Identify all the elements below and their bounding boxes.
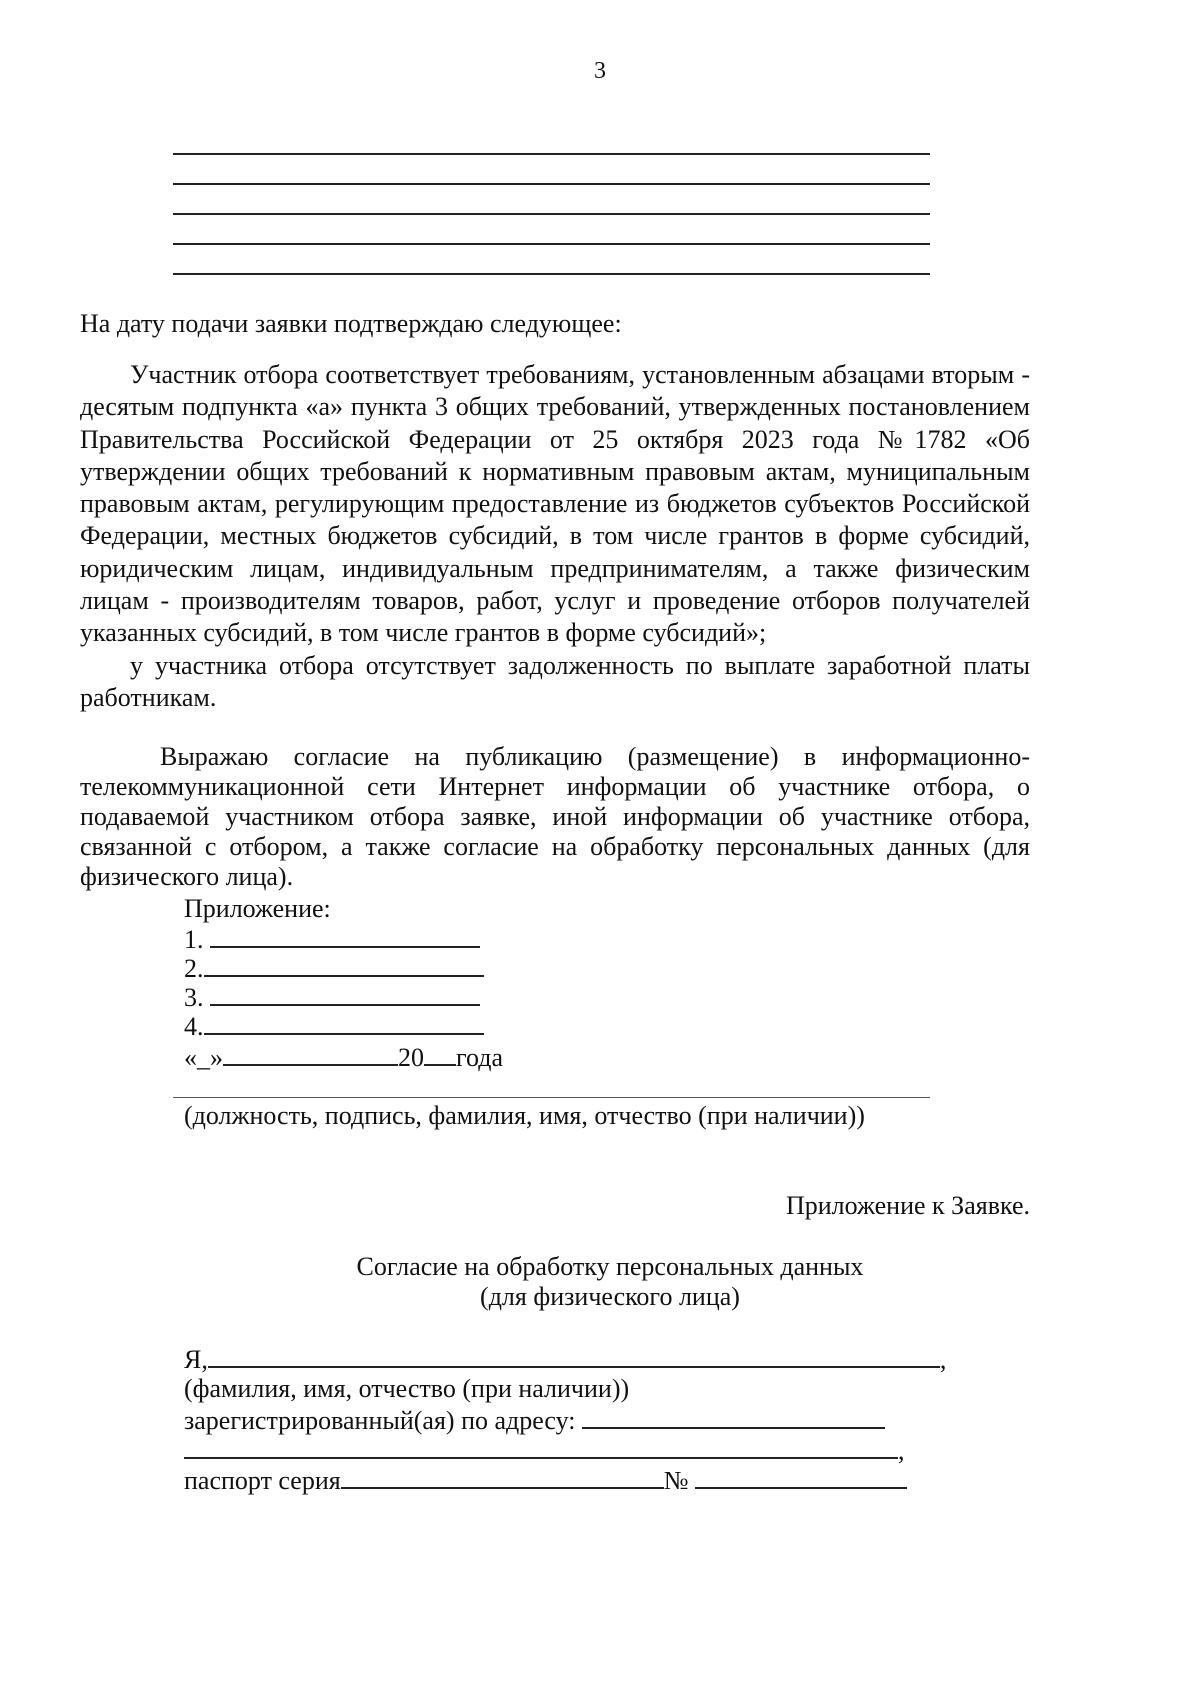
- paragraph-line: у участника отбора отсутствует задолженность по выплате заработной платы: [130, 651, 1030, 680]
- paragraph-line: Правительства Российской Федерации от 25 октября 2023 года №1782 «Об: [80, 424, 1030, 454]
- address-continuation-line: [184, 1433, 905, 1467]
- address-blank[interactable]: [582, 1403, 885, 1429]
- page-number: 3: [594, 58, 606, 84]
- signature-line: [173, 1097, 930, 1098]
- date-year-blank[interactable]: [424, 1040, 456, 1066]
- paragraph-line: Федерации, местных бюджетов субсидий, в том числе грантов в форме субсидий,: [80, 521, 1030, 551]
- paragraph-consent: [80, 742, 1030, 892]
- consent-title: Согласие на обработку персональных данных: [356, 1252, 864, 1281]
- date-day: «_»: [184, 1043, 223, 1072]
- paragraph-line: правовым актам, регулирующим предоставление из бюджетов субъектов Российской: [80, 489, 1030, 519]
- attachment-blank[interactable]: [204, 1009, 484, 1035]
- blank-line: [173, 243, 930, 245]
- attachment-item-number: 4.: [184, 1012, 204, 1041]
- intro-text: На дату подачи заявки подтверждаю следующее:: [80, 309, 622, 338]
- full-name-blank[interactable]: [208, 1342, 940, 1368]
- attachment-blank[interactable]: [210, 922, 480, 948]
- date-line: [184, 1040, 503, 1074]
- paragraph-line: юридическим лицам, индивидуальным предпринимателям, а также физическим: [80, 553, 1030, 583]
- consent-subtitle: (для физического лица): [480, 1282, 740, 1311]
- passport-number-blank[interactable]: [695, 1463, 907, 1489]
- paragraph-line: лицам - производителям товаров, работ, услуг и проведение отборов получателей: [80, 586, 1030, 616]
- attachment-item-number: 3.: [184, 983, 210, 1012]
- i-prefix: Я,: [184, 1345, 208, 1374]
- attachment-item-number: 1.: [184, 925, 210, 954]
- paragraph-line: десятым подпункта «а» пункта 3 общих требований, утвержденных постановлением: [80, 392, 1030, 422]
- paragraph-requirements: [80, 359, 1030, 650]
- paragraph-line: работникам.: [80, 683, 217, 713]
- appendix-label: Приложение к Заявке.: [785, 1191, 1030, 1220]
- paragraph-line: Выражаю согласие на публикацию (размещение) в информационно-: [160, 742, 1030, 771]
- registered-label: зарегистрированный(ая) по адресу:: [184, 1406, 583, 1435]
- date-month-blank[interactable]: [223, 1040, 398, 1066]
- paragraph-line: телекоммуникационной сети Интернет информации об участнике отбора, о: [80, 772, 1030, 801]
- passport-series-blank[interactable]: [341, 1463, 664, 1489]
- registered-address-line: [184, 1403, 885, 1437]
- blank-line: [173, 213, 930, 215]
- number-sign: №: [663, 1466, 696, 1495]
- paragraph-line: указанных субсидий, в том числе грантов в форме субсидий»;: [80, 618, 767, 648]
- paragraph-line: физического лица).: [80, 862, 294, 891]
- blank-line: [173, 153, 930, 155]
- blank-line: [173, 273, 930, 275]
- comma: ,: [898, 1436, 905, 1465]
- signature-caption: (должность, подпись, фамилия, имя, отчество (при наличии)): [184, 1101, 865, 1130]
- paragraph-line: подаваемой участником отбора заявке, иной информации об участнике отбора,: [80, 802, 1030, 831]
- attachment-blank[interactable]: [204, 951, 484, 977]
- address-blank-2[interactable]: [184, 1433, 898, 1459]
- name-caption: (фамилия, имя, отчество (при наличии)): [184, 1374, 630, 1403]
- passport-series-label: паспорт серия: [184, 1466, 341, 1495]
- paragraph-line: Участник отбора соответствует требованиям, установленным абзацами вторым -: [130, 360, 1030, 389]
- attachment-item: [184, 1009, 484, 1043]
- comma: ,: [939, 1345, 947, 1374]
- attachment-title: Приложение:: [184, 894, 331, 923]
- attachment-item-number: 2.: [184, 954, 204, 983]
- consent-name-line: [184, 1342, 946, 1376]
- attachment-blank[interactable]: [210, 980, 480, 1006]
- blank-line: [173, 183, 930, 185]
- passport-line: [184, 1463, 907, 1497]
- date-suffix: года: [456, 1043, 504, 1072]
- paragraph-line: утверждении общих требований к нормативным правовым актам, муниципальным: [80, 456, 1030, 486]
- paragraph-no-debt: [80, 650, 1030, 715]
- paragraph-line: связанной с отбором, а также согласие на обработку персональных данных (для: [80, 832, 1030, 861]
- date-year-prefix: 20: [398, 1043, 424, 1072]
